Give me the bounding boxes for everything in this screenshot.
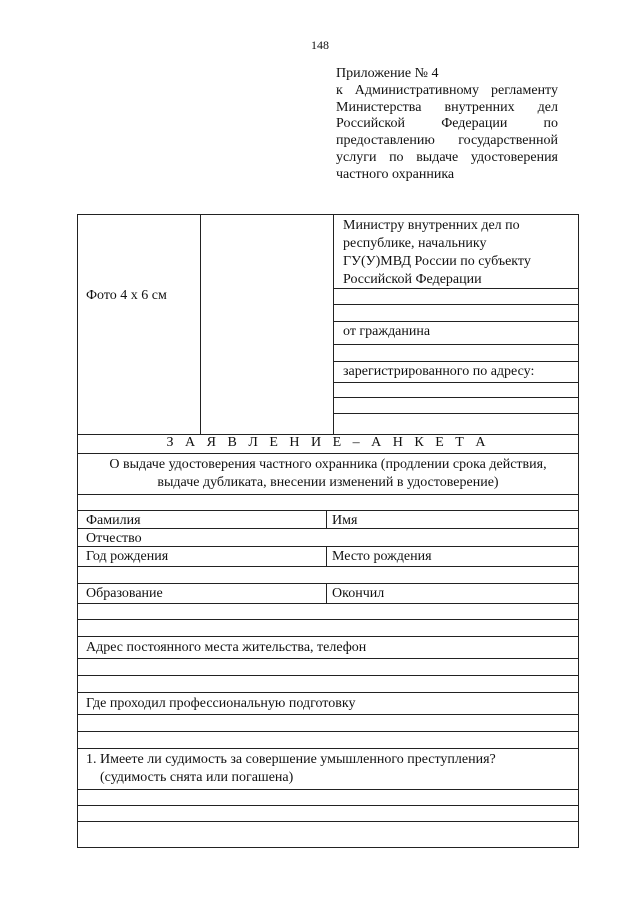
subtitle-line: выдаче дубликата, внесении изменений в удостоверение) [157,475,499,490]
form-subtitle [78,456,578,492]
appendix-line: Российской Федерации по [336,116,558,132]
appendix-line: услуги по выдаче удостоверения [336,149,558,165]
addressee-blank-line [333,321,578,322]
application-form [77,214,579,848]
citizen-name-line [333,361,578,362]
birth-place-label: Место рождения [332,549,432,564]
graduated-divider [326,583,327,603]
appendix-header [336,66,558,184]
row-line [78,583,578,584]
addressee-line: Российской Федерации [343,272,482,287]
row-line [78,546,578,547]
appendix-line: Приложение № 4 [336,66,439,81]
row-line [78,805,578,806]
address-phone-label: Адрес постоянного места жительства, телефон [86,640,367,655]
row-line [78,731,578,732]
appendix-line: Министерства внутренних дел [336,99,558,115]
registered-address-label: зарегистрированного по адресу: [343,364,535,379]
name-divider [326,510,327,528]
addressee-divider [333,215,334,434]
education-label: Образование [86,586,163,601]
page-number: 148 [311,38,329,52]
addressee-block [343,217,573,289]
appendix-line: частного охранника [336,166,455,182]
row-line [78,603,578,604]
address-line [333,397,578,398]
row-line [78,714,578,715]
row-line [78,748,578,749]
birth-year-label: Год рождения [86,549,169,564]
graduated-label: Окончил [332,586,385,601]
row-line [78,566,578,567]
surname-label: Фамилия [86,513,141,528]
form-bottom-line [78,847,578,848]
subtitle-line: О выдаче удостоверения частного охранника (продлении срока действия, [109,457,547,472]
form-title: З А Я В Л Е Н И Е – А Н К Е Т А [166,435,490,450]
row-line [78,636,578,637]
citizen-name-line [333,344,578,345]
question-1-label: 1. Имеете ли судимость за совершение умышленного преступления? [86,752,496,767]
row-line [78,789,578,790]
addressee-blank-line [333,288,578,289]
photo-label: Фото 4 х 6 см [86,288,167,303]
address-line [333,382,578,383]
addressee-blank-line [333,304,578,305]
row-line [78,494,578,495]
question-1-note: (судимость снята или погашена) [100,770,294,785]
row-line [78,619,578,620]
row-line [78,658,578,659]
patronymic-label: Отчество [86,531,142,546]
photo-divider [200,215,201,434]
appendix-line: предоставлению государственной [336,133,558,149]
name-label: Имя [332,513,358,528]
birth-place-divider [326,546,327,566]
training-place-label: Где проходил профессиональную подготовку [86,696,356,711]
addressee-line: республике, начальнику [343,236,487,251]
row-line [78,510,578,511]
addressee-line: ГУ(У)МВД России по субъекту [343,254,531,269]
appendix-line: к Административному регламенту [336,82,558,98]
row-line [78,692,578,693]
from-citizen-label: от гражданина [343,324,431,339]
address-line [333,413,578,414]
row-line [78,821,578,822]
row-line [78,528,578,529]
section-divider [78,453,578,454]
row-line [78,675,578,676]
addressee-line: Министру внутренних дел по [343,218,520,233]
